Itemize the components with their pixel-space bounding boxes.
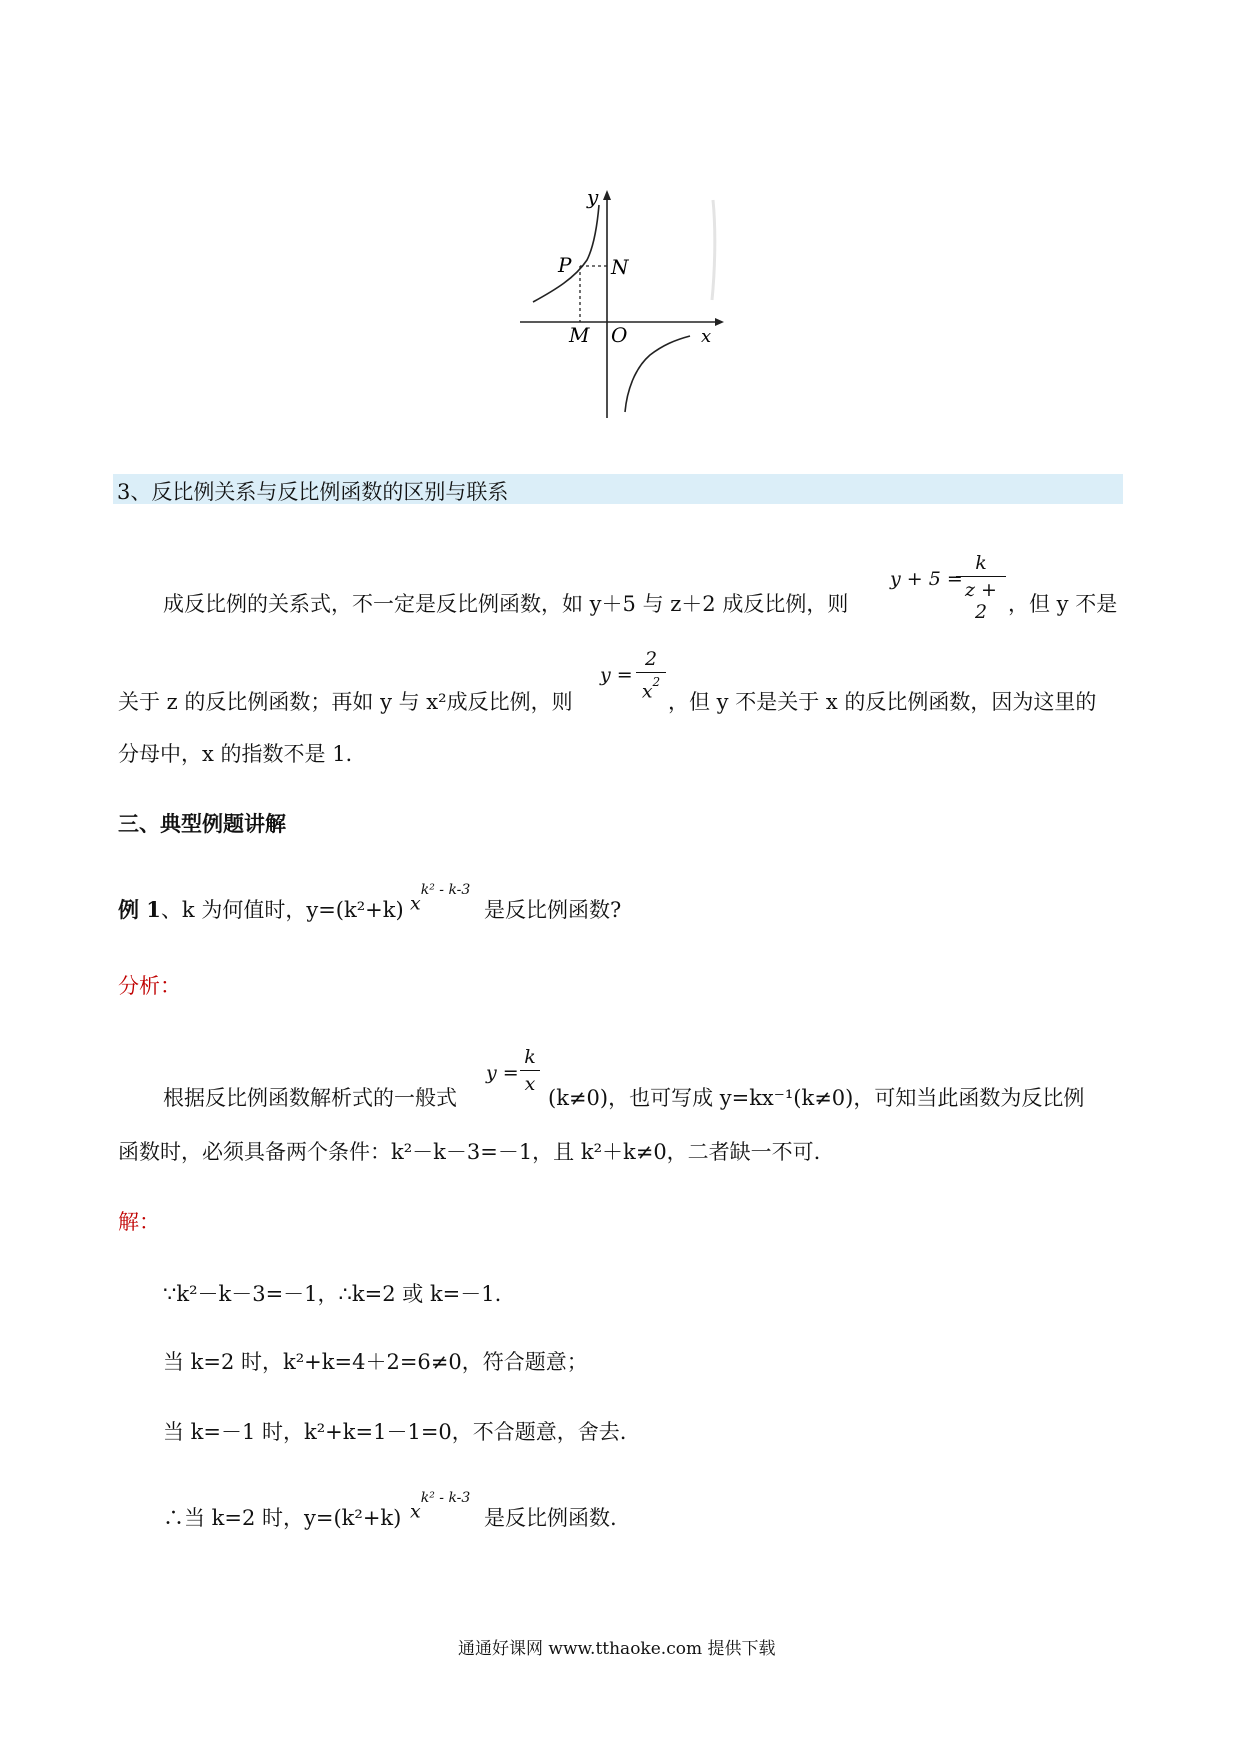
example1-line <box>118 894 404 924</box>
example1-text-post: 是反比例函数? <box>484 898 622 922</box>
example1-text-pre: 、k 为何值时，y=(k²+k) <box>160 898 404 922</box>
x-axis-arrow <box>715 318 724 326</box>
formula1-numerator: k <box>975 552 987 574</box>
section-three-title: 三、典型例题讲解 <box>118 811 286 836</box>
solution-label: 解： <box>118 1210 160 1234</box>
footer-text: 通通好课网 www.tthaoke.com 提供下载 <box>458 1639 776 1659</box>
label-p: P <box>558 253 572 277</box>
para1-line2-pre: 关于 z 的反比例函数；再如 y 与 x²成反比例，则 <box>118 690 573 714</box>
formula1-fraction <box>956 552 1006 623</box>
label-y: y <box>587 190 599 209</box>
analysis-line1-pre: 根据反比例函数解析式的一般式 <box>163 1086 457 1110</box>
solution-line3: 当 k=－1 时，k²+k=1－1=0，不合题意，舍去. <box>163 1420 627 1444</box>
label-m: M <box>569 323 590 347</box>
solution-power <box>410 1490 471 1523</box>
example1-label: 例 1 <box>118 897 161 922</box>
section-3-header <box>113 474 1123 504</box>
formula2-fraction <box>636 648 666 702</box>
analysis-label: 分析： <box>118 974 181 998</box>
solution-line1: ∵k²－k－3=－1，∴k=2 或 k=－1. <box>163 1282 502 1306</box>
scan-mark <box>712 200 715 300</box>
example1-base: x <box>410 892 421 915</box>
formula2-denominator <box>636 675 666 702</box>
analysis-formula-lhs: y = <box>486 1062 519 1084</box>
para1-line1-pre: 成反比例的关系式，不一定是反比例函数，如 y＋5 与 z＋2 成反比例，则 <box>163 592 849 616</box>
label-n: N <box>611 255 629 279</box>
para1-line3: 分母中，x 的指数不是 1. <box>118 742 353 766</box>
example1-exponent: k² - k-3 <box>420 882 471 898</box>
formula2-den-exp: 2 <box>652 675 661 689</box>
para1-line2-post: ，但 y 不是关于 x 的反比例函数，因为这里的 <box>668 690 1097 714</box>
label-o: O <box>611 323 628 347</box>
analysis-line1-post: (k≠0)，也可写成 y=kx⁻¹(k≠0)，可知当此函数为反比例 <box>548 1086 1085 1110</box>
example1-power <box>410 882 471 915</box>
analysis-formula-denominator: x <box>524 1073 536 1095</box>
analysis-formula-fraction <box>520 1046 540 1095</box>
formula1-lhs: y + 5 = <box>890 568 963 590</box>
formula1-denominator: z + 2 <box>965 579 997 623</box>
analysis-formula-bar <box>520 1070 540 1071</box>
solution-base: x <box>410 1500 421 1523</box>
solution-exponent: k² - k-3 <box>420 1490 471 1506</box>
section-3-title: 3、反比例关系与反比例函数的区别与联系 <box>117 480 509 504</box>
solution-line4-pre: ∴当 k=2 时，y=(k²+k) <box>163 1506 402 1530</box>
para1-line1-post: ，但 y 不是 <box>1008 592 1118 616</box>
formula2-lhs: y = <box>600 664 633 686</box>
y-axis-arrow <box>603 190 611 200</box>
solution-line4-post: 是反比例函数. <box>484 1506 617 1530</box>
analysis-line2: 函数时，必须具备两个条件：k²－k－3=－1，且 k²＋k≠0，二者缺一不可. <box>118 1140 821 1164</box>
formula2-numerator: 2 <box>644 648 658 670</box>
formula1-bar <box>956 576 1006 577</box>
analysis-formula-numerator: k <box>524 1046 536 1068</box>
solution-line2: 当 k=2 时，k²+k=4＋2=6≠0，符合题意； <box>163 1350 588 1374</box>
formula2-bar <box>636 672 666 673</box>
hyperbola-branch-lower <box>625 336 690 412</box>
hyperbola-figure <box>515 190 725 420</box>
label-x: x <box>701 326 712 347</box>
formula2-den-base: x <box>641 680 653 703</box>
